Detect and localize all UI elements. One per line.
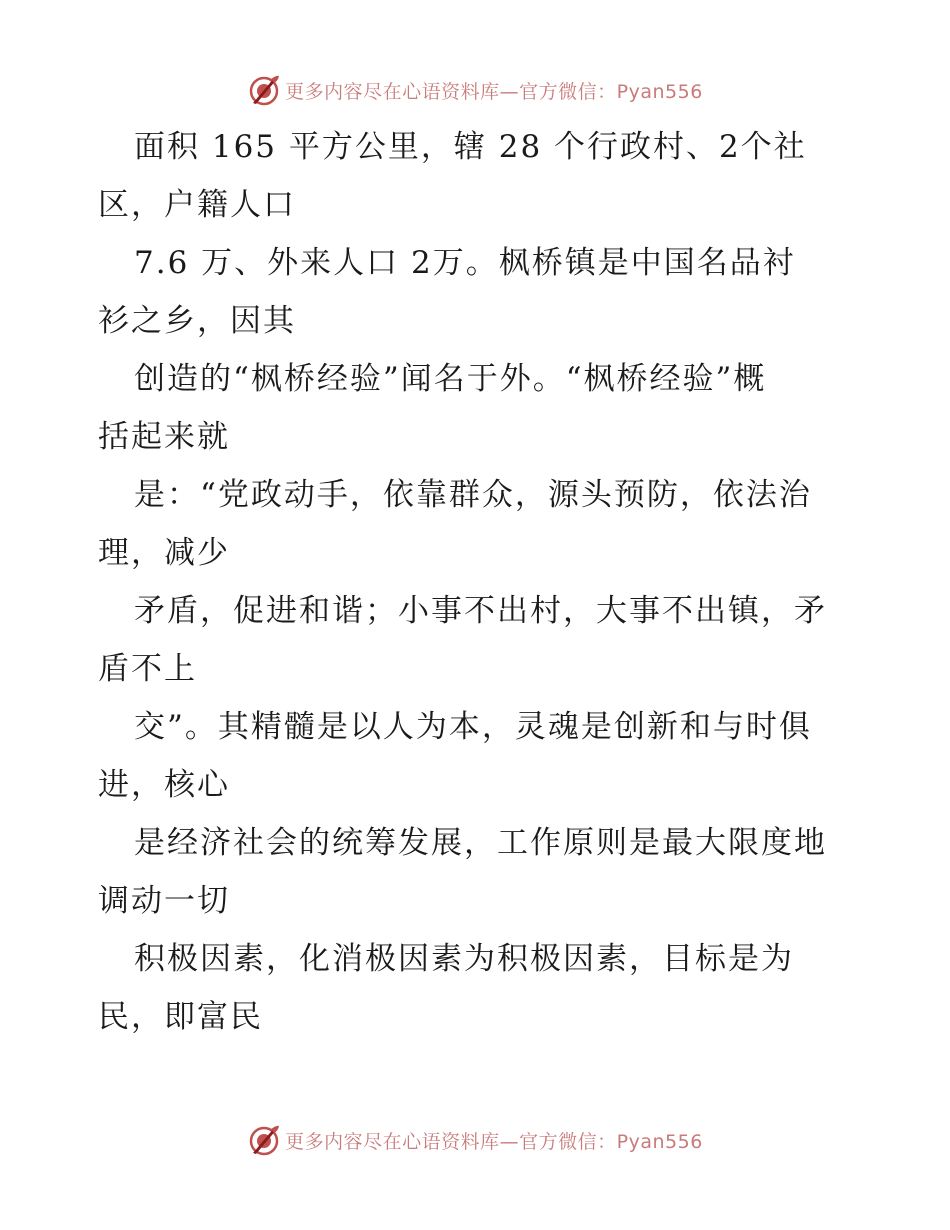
text-line: 是经济社会的统筹发展，工作原则是最大限度地: [134, 825, 827, 861]
text-line: 交”。其精髓是以人为本，灵魂是创新和与时俱: [134, 709, 812, 745]
text-line: 衫之乡，因其: [98, 303, 296, 339]
quill-seal-icon: [247, 73, 281, 107]
watermark-text: 更多内容尽在心语资料库—官方微信：Pyan556: [285, 80, 703, 103]
text-line: 7.6 万、外来人口 2万。枫桥镇是中国名品衬: [134, 245, 796, 281]
watermark-text: 更多内容尽在心语资料库—官方微信：Pyan556: [285, 1130, 703, 1153]
quill-seal-icon: [247, 1123, 281, 1157]
text-line: 括起来就: [98, 419, 230, 455]
document-body: [98, 118, 858, 1046]
text-line: 民，即富民: [98, 999, 263, 1035]
header-watermark: [0, 70, 950, 110]
text-line: 积极因素，化消极因素为积极因素，目标是为: [134, 941, 794, 977]
text-line: 进，核心: [98, 767, 230, 803]
text-line: 面积 165 平方公里，辖 28 个行政村、2个社: [134, 129, 807, 165]
text-line: 创造的“枫桥经验”闻名于外。“枫桥经验”概: [134, 361, 767, 397]
text-line: 矛盾，促进和谐；小事不出村，大事不出镇，矛: [134, 593, 827, 629]
footer-watermark: [0, 1120, 950, 1160]
text-line: 是：“党政动手，依靠群众，源头预防，依法治: [134, 477, 812, 513]
text-line: 区，户籍人口: [98, 187, 296, 223]
text-line: 调动一切: [98, 883, 230, 919]
text-line: 盾不上: [98, 651, 197, 687]
text-line: 理，减少: [98, 535, 230, 571]
